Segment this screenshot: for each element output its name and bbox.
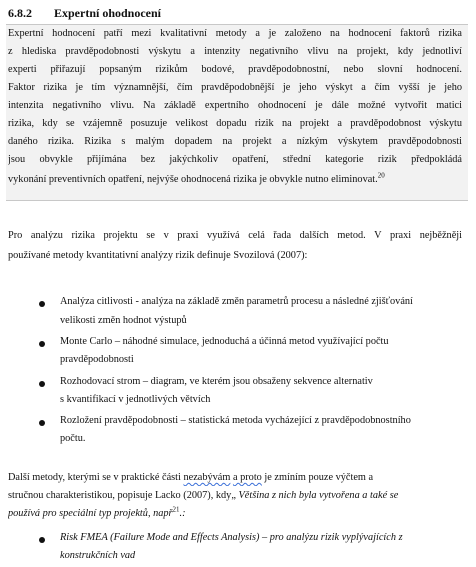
paragraph-1-line: experti přiřazují popsaným rizikům bodové, pravděpodobnostní, nebo slovní hodnocení. [8,64,462,75]
paragraph-1-line: daného rizika. Rizika s malým dopadem na projekt a nízkým výskytem pravděpodobnosti [8,136,462,147]
paragraph-3-quote: Většina z nich byla vytvořena a také se [235,490,399,501]
bullet-item-line: s kvantifikací v jednotlivých větvích [60,394,211,405]
paragraph-1-line: rizika, kdy se vzájemně posuzuje velikost dopadu rizik na projekt a pravděpodobnost výskytu [8,118,462,129]
footnote-ref-20: 20 [377,172,385,180]
paragraph-1-line: Faktor rizika je tím významnější, čím pravděpodobnější je jeho výskyt a čím vyšší je jeho [8,82,462,93]
footnote-ref-21: 21 [172,506,180,514]
section-number: 6.8.2 [8,6,32,20]
bullet-icon [39,420,45,426]
bullet-item-line: Risk FMEA (Failure Mode and Effects Analysis) – pro analýzu rizik vyplývajících z [60,532,403,543]
paragraph-3-line [8,470,462,486]
paragraph-1-text: vykonání preventivních opatření, nejvýše ohodnocená rizika je obvykle nutno eliminovat. [8,174,378,185]
bullet-item-line: počtu. [60,433,86,444]
bullet-item-line: Rozložení pravděpodobnosti – statistická metoda vycházející z pravděpodobnostního [60,415,411,426]
spellcheck-word[interactable]: a proto [232,472,262,483]
paragraph-1-line: Expertní hodnocení patří mezi kvalitativní metody a je založeno na hodnocení faktorů rizika [8,28,462,39]
bullet-icon [39,301,45,307]
paragraph-1-line: z hlediska pravděpodobnosti výskytu a intenzity negativního vlivu na projekt, kdy jednotliví [8,46,462,57]
section-title: Expertní ohodnocení [54,6,162,20]
paragraph-3-text: je zmíním pouze výčtem a [261,472,374,483]
paragraph-3-quote: .: [179,508,186,519]
bullet-item-line: Analýza citlivosti - analýza na základě změn parametrů procesu a následné zjišťování [60,296,413,307]
bullet-item-line: Monte Carlo – náhodné simulace, jednoduchá a účinná metod využívající počtu [60,336,389,347]
spellcheck-word[interactable]: nezabývám [183,472,231,483]
paragraph-1-line: intenzita negativního vlivu. Na základě expertního ohodnocení je dále možné vytvořit matici [8,100,462,111]
bullet-icon [39,381,45,387]
bullet-icon [39,341,45,347]
section-heading [8,6,161,21]
paragraph-3-line [8,488,462,504]
paragraph-3-text: stručnou charakteristikou, popisuje Lacko (2007), kdy„ [8,490,236,501]
bullet-item-line: Rozhodovací strom – diagram, ve kterém jsou obsaženy sekvence alternativ [60,376,373,387]
paragraph-1-line: jsou obvykle přijímána bez jakýchkoliv opatření, střední kategorie rizik předpokládá [8,154,462,165]
paragraph-1-last-line [8,172,462,188]
bullet-icon [39,537,45,543]
paragraph-3-line [8,506,462,522]
bullet-item-line: velikosti změn hodnot výstupů [60,315,187,326]
paragraph-2-line: používané metody kvantitativní analýzy rizik definuje Svozilová (2007): [8,250,308,261]
bullet-item-line: pravděpodobnosti [60,354,134,365]
paragraph-3-text: Další metody, kterými se v praktické části [8,472,184,483]
paragraph-2-line: Pro analýzu rizika projektu se v praxi využívá celá řada dalších metod. V praxi nejběžněji [8,230,462,241]
bullet-item-line: konstrukčních vad [60,550,136,561]
paragraph-3-quote: používá pro speciální typ projektů, např [8,508,173,519]
